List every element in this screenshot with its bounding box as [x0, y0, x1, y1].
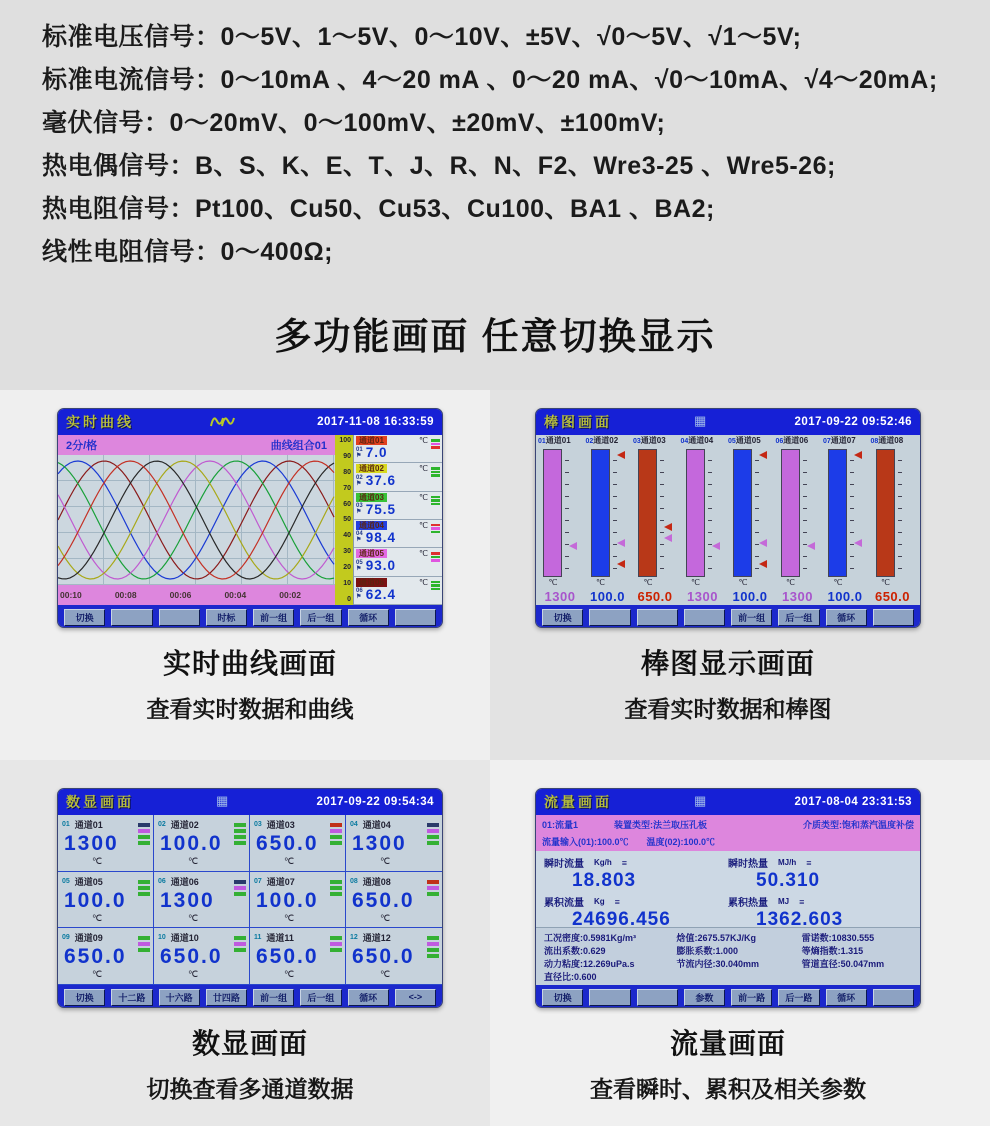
bar-screen-header	[536, 409, 920, 435]
cell-value: 1300	[160, 888, 215, 912]
scale-tick: 0	[347, 595, 351, 603]
channel-label: 通道02	[356, 464, 387, 473]
timescale-button[interactable]: 时标	[206, 609, 247, 626]
instant-flow-reading: 瞬时流量 Kg/h ≡ 18.803	[544, 853, 728, 892]
twelve-ch-button[interactable]: 十二路	[111, 989, 152, 1006]
cell-value: 650.0	[256, 945, 319, 969]
total-heat-reading: 累积热量 MJ ≡ 1362.603	[728, 892, 912, 931]
curve-value-scale	[335, 435, 353, 605]
scale-tick: 90	[343, 452, 351, 460]
cell-unit: ℃	[187, 912, 199, 923]
bar-scale-ticks	[708, 449, 712, 577]
cell-unit: ℃	[187, 969, 199, 980]
bar-value: 100.0	[827, 589, 863, 604]
channel-row	[354, 492, 442, 520]
cell-unit: ℃	[283, 969, 295, 980]
bar-column: 08通道08 ℃ 650.0	[871, 435, 919, 605]
cell-value: 650.0	[160, 945, 223, 969]
channel-index: 03 ⚑	[356, 503, 363, 516]
alarm-marker	[807, 542, 815, 550]
bar-value: 1300	[687, 589, 718, 604]
bar-fill	[686, 449, 705, 577]
quadrant-digital	[0, 760, 490, 1126]
cell-label: 通道02	[170, 820, 199, 830]
prev-group-button[interactable]: 前一组	[731, 609, 772, 626]
alarm-marker	[759, 451, 767, 459]
channel-row	[354, 520, 442, 548]
scale-tick: 70	[343, 484, 351, 492]
flow-channel-name: 01:流量1	[542, 820, 579, 830]
flow-parameters	[536, 927, 920, 985]
cell-value: 650.0	[256, 832, 319, 855]
blank-button[interactable]	[637, 609, 678, 626]
bar-body	[536, 435, 920, 605]
channel-value: 37.6	[365, 473, 396, 489]
digital-cell: 05 通道05 100.0 ℃	[58, 872, 154, 929]
cell-label: 通道04	[362, 820, 391, 830]
curve-channel-panel	[353, 435, 442, 605]
screens-grid	[0, 390, 990, 1126]
digital-cell: 04 通道04 1300 ℃	[346, 815, 442, 872]
bar-value: 100.0	[589, 589, 626, 604]
curve-screen-title: 实时曲线	[66, 414, 134, 430]
bar-fill	[828, 449, 847, 577]
blank-button[interactable]	[395, 609, 436, 626]
alarm-leds	[330, 823, 342, 845]
alarm-marker	[617, 539, 625, 547]
bar-value: 650.0	[637, 589, 673, 604]
channel-row	[354, 435, 442, 463]
menu-icon: ≡	[614, 896, 620, 907]
keypad-icon: ▦	[216, 793, 229, 808]
cell-label: 通道11	[266, 933, 294, 944]
channel-value: 7.0	[365, 445, 388, 460]
bar-column: 01通道01 ℃ 1300	[538, 435, 586, 605]
blank-button[interactable]	[589, 609, 630, 626]
curve-datetime: 2017-11-08 16:33:59	[317, 416, 434, 428]
bar-value: 1300	[544, 589, 576, 604]
cell-label: 通道09	[74, 933, 103, 944]
switch-button[interactable]: 切换	[542, 989, 583, 1006]
digital-screen	[57, 788, 443, 1008]
time-tick: 00:08	[114, 590, 137, 600]
bar-datetime: 2017-09-22 09:52:46	[794, 416, 912, 428]
digital-button-bar	[58, 985, 442, 1008]
scale-tick: 100	[339, 437, 351, 444]
channel-label: 通道03	[356, 493, 387, 502]
digital-cell: 07 通道07 100.0 ℃	[250, 872, 346, 929]
channel-row	[354, 577, 442, 605]
time-tick: 00:04	[224, 590, 247, 600]
menu-icon: ≡	[806, 857, 812, 868]
param-enthalpy: 焓值:2675.57KJ/Kg	[676, 933, 757, 943]
flow-input: 流量输入(01):100.0℃	[542, 837, 629, 847]
bar-column: 07通道07 ℃ 100.0	[823, 435, 871, 605]
cell-label: 通道08	[362, 876, 391, 887]
blank-button[interactable]	[684, 609, 725, 626]
channel-label: 通道06	[356, 578, 387, 587]
total-flow-reading: 累积流量 Kg ≡ 24696.456	[544, 892, 728, 931]
alarm-leds	[234, 823, 246, 845]
next-group-button[interactable]: 后一组	[778, 609, 819, 626]
flow-caption-subtitle: 查看瞬时、累积及相关参数	[590, 1076, 866, 1102]
bar-fill	[781, 449, 800, 577]
scale-tick: 30	[343, 548, 351, 556]
bar-channel-label: 通道03	[640, 436, 666, 445]
bar-screen	[535, 408, 921, 628]
cell-value: 1300	[64, 832, 119, 855]
reading-value: 50.310	[756, 870, 821, 891]
alarm-marker	[759, 539, 767, 547]
next-group-button[interactable]: 后一组	[300, 609, 341, 626]
bar-column: 03通道03 ℃ 650.0	[633, 435, 681, 605]
quadrant-curve	[0, 390, 490, 760]
channel-index: 04 ⚑	[356, 531, 363, 544]
channel-unit: ℃	[419, 549, 428, 559]
flow-temperature: 温度(02):100.0℃	[646, 837, 716, 847]
signal-specs	[0, 0, 990, 274]
curve-screen	[57, 408, 443, 628]
digital-cell: 09 通道09 650.0 ℃	[58, 928, 154, 985]
alarm-marker	[854, 539, 862, 547]
alarm-leds	[431, 467, 440, 477]
cell-value: 650.0	[352, 945, 415, 969]
bar-column: 04通道04 ℃ 1300	[681, 435, 729, 605]
flow-medium-type: 介质类型:饱和蒸汽温度补偿	[803, 820, 914, 830]
digital-cell: 08 通道08 650.0 ℃	[346, 872, 442, 929]
curve-main	[58, 435, 442, 605]
curve-group: 曲线组合01	[270, 440, 327, 452]
bar-channel-label: 通道05	[735, 436, 761, 445]
channel-unit: ℃	[419, 577, 428, 587]
scale-tick: 50	[343, 516, 351, 524]
scale-tick: 80	[343, 468, 351, 476]
reading-value: 18.803	[572, 870, 637, 891]
bar-caption-subtitle: 查看实时数据和棒图	[624, 696, 832, 722]
flow-screen	[535, 788, 921, 1008]
scale-tick: 10	[343, 580, 351, 588]
curve-time-axis	[58, 585, 335, 605]
time-tick: 00:02	[279, 590, 301, 600]
swap-button[interactable]: <->	[395, 989, 436, 1006]
cell-unit: ℃	[187, 856, 199, 866]
alarm-marker	[617, 560, 625, 568]
bar-screen-title: 棒图画面	[544, 414, 612, 430]
bar-value: 1300	[782, 589, 813, 604]
cycle-button[interactable]: 循环	[348, 609, 389, 626]
bar-column: 02通道02 ℃ 100.0	[586, 435, 634, 605]
cell-unit: ℃	[283, 912, 295, 923]
curve-plot-svg	[58, 455, 335, 585]
waveform-logo-icon	[210, 415, 236, 433]
alarm-leds	[431, 439, 440, 449]
digital-grid	[58, 815, 442, 985]
spec-line-millivolt: 毫伏信号：0～20mV、0～100mV、±20mV、±100mV;	[42, 109, 666, 137]
alarm-leds	[427, 880, 439, 896]
alarm-leds	[431, 552, 440, 562]
bar-fill	[733, 449, 752, 577]
switch-button[interactable]: 切换	[542, 609, 583, 626]
time-tick: 00:10	[60, 590, 82, 600]
param-discharge-coeff: 流出系数:0.629	[544, 946, 606, 956]
bar-unit: ℃	[738, 578, 748, 587]
cell-label: 通道10	[170, 933, 199, 944]
bar-caption-title: 棒图显示画面	[640, 648, 815, 679]
channel-value: 75.5	[365, 501, 396, 517]
alarm-leds	[427, 936, 439, 958]
bar-fill	[876, 449, 895, 577]
reading-value: 24696.456	[572, 909, 671, 930]
bar-scale-ticks	[898, 449, 902, 577]
digital-cell: 12 通道12 650.0 ℃	[346, 928, 442, 985]
bar-scale-ticks	[850, 449, 854, 577]
channel-row	[354, 463, 442, 491]
alarm-marker	[759, 560, 767, 568]
alarm-leds	[431, 581, 440, 591]
cell-unit: ℃	[379, 912, 391, 923]
cell-label: 通道07	[266, 876, 295, 887]
bar-value: 100.0	[732, 589, 768, 604]
alarm-leds	[431, 524, 440, 534]
prev-group-button[interactable]: 前一组	[253, 609, 294, 626]
channel-label: 通道04	[356, 521, 387, 530]
digital-datetime: 2017-09-22 09:54:34	[316, 796, 434, 808]
bar-unit: ℃	[643, 578, 653, 587]
reading-value: 1362.603	[756, 909, 844, 930]
cell-label: 通道05	[74, 876, 103, 887]
alarm-leds	[330, 880, 342, 896]
alarm-leds	[234, 936, 246, 952]
blank-button[interactable]	[873, 609, 914, 626]
blank-button[interactable]	[159, 609, 200, 626]
spec-line-linear-resistance: 线性电阻信号：0～400Ω;	[42, 238, 333, 266]
alarm-marker	[617, 451, 625, 459]
digital-cell: 02 通道02 100.0 ℃	[154, 815, 250, 872]
alarm-leds	[234, 880, 246, 896]
bar-button-bar	[536, 605, 920, 628]
alarm-marker	[664, 523, 672, 531]
channel-index: 02 ⚑	[356, 474, 363, 487]
channel-row	[354, 548, 442, 576]
flow-device-type: 装置类型:法兰取压孔板	[614, 820, 708, 830]
keypad-icon: ▦	[694, 793, 707, 808]
cell-unit: ℃	[91, 912, 103, 923]
cell-unit: ℃	[379, 856, 391, 866]
alarm-leds	[138, 880, 150, 896]
cell-unit: ℃	[379, 969, 391, 980]
channel-unit: ℃	[419, 464, 428, 474]
param-throttle-diameter: 节流内径:30.040mm	[676, 959, 759, 969]
sixteen-ch-button[interactable]: 十六路	[159, 989, 200, 1006]
time-tick: 00:06	[169, 590, 192, 600]
quadrant-flow	[490, 760, 990, 1126]
flow-datetime: 2017-08-04 23:31:53	[794, 796, 912, 808]
digital-caption-title: 数显画面	[191, 1028, 308, 1059]
bar-channel-label: 通道04	[688, 436, 714, 445]
instant-heat-reading: 瞬时热量 MJ/h ≡ 50.310	[728, 853, 912, 892]
bar-scale-ticks	[803, 449, 807, 577]
digital-cell: 10 通道10 650.0 ℃	[154, 928, 250, 985]
digital-caption-subtitle: 切换查看多通道数据	[146, 1076, 354, 1102]
channel-value: 93.0	[365, 558, 396, 574]
digital-cell: 03 通道03 650.0 ℃	[250, 815, 346, 872]
bar-scale-ticks	[755, 449, 759, 577]
cell-label: 通道06	[170, 876, 199, 887]
flow-readings	[536, 851, 920, 930]
param-isentropic-index: 等熵指数:1.315	[801, 946, 864, 956]
cell-unit: ℃	[91, 969, 103, 980]
bar-unit: ℃	[548, 578, 558, 587]
bar-value: 650.0	[874, 589, 911, 604]
channel-index: 01 ⚑	[356, 446, 363, 459]
channel-label: 通道05	[356, 549, 387, 558]
cycle-button[interactable]: 循环	[348, 989, 389, 1006]
channel-index: 05 ⚑	[356, 559, 363, 572]
digital-screen-title: 数显画面	[66, 794, 134, 810]
curve-caption-subtitle: 查看实时数据和曲线	[146, 696, 354, 722]
bar-channel-label: 通道07	[830, 436, 856, 445]
alarm-leds	[138, 936, 150, 952]
cell-value: 100.0	[256, 888, 319, 912]
quadrant-bar	[490, 390, 990, 760]
digital-cell: 06 通道06 1300 ℃	[154, 872, 250, 929]
cell-label: 通道12	[362, 933, 391, 944]
blank-button[interactable]	[873, 989, 914, 1006]
alarm-leds	[138, 823, 150, 845]
switch-button[interactable]: 切换	[64, 609, 105, 626]
cell-label: 通道03	[266, 820, 295, 830]
channel-label: 通道01	[356, 436, 387, 445]
channel-value: 98.4	[365, 529, 396, 545]
blank-button[interactable]	[589, 989, 630, 1006]
alarm-leds	[427, 823, 439, 845]
bar-column: 06通道06 ℃ 1300	[776, 435, 824, 605]
alarm-marker	[569, 542, 577, 550]
param-expansion-coeff: 膨胀系数:1.000	[676, 946, 738, 956]
cell-value: 650.0	[352, 888, 415, 912]
keypad-icon: ▦	[694, 413, 707, 428]
params-button[interactable]: 参数	[684, 989, 725, 1006]
flow-caption-title: 流量画面	[669, 1028, 786, 1059]
cycle-button[interactable]: 循环	[826, 609, 867, 626]
channel-unit: ℃	[419, 520, 428, 530]
scale-tick: 20	[343, 564, 351, 572]
menu-icon: ≡	[621, 857, 628, 868]
cell-unit: ℃	[283, 856, 295, 866]
cell-unit: ℃	[91, 856, 103, 866]
bar-channel-label: 通道02	[593, 436, 619, 445]
curve-screen-header	[58, 409, 442, 435]
bar-unit: ℃	[881, 578, 890, 587]
param-viscosity: 动力粘度:12.269uPa.s	[544, 959, 635, 969]
param-pipe-diameter: 管道直径:50.047mm	[801, 959, 885, 969]
digital-caption	[57, 1022, 443, 1104]
digital-screen-header	[58, 789, 442, 815]
bar-unit: ℃	[596, 578, 605, 587]
curve-button-bar	[58, 605, 442, 628]
cycle-button[interactable]: 循环	[826, 989, 867, 1006]
spec-line-thermocouple: 热电偶信号：B、S、K、E、T、J、R、N、F2、Wre3-25 、Wre5-26;	[42, 152, 836, 180]
prev-group-button[interactable]: 前一组	[253, 989, 294, 1006]
alarm-leds	[431, 496, 440, 506]
bar-caption	[535, 642, 921, 724]
prev-loop-button[interactable]: 前一路	[731, 989, 772, 1006]
flow-button-bar	[536, 985, 920, 1008]
bar-scale-ticks	[613, 449, 617, 577]
bar-scale-ticks	[565, 449, 569, 577]
flow-info-bar	[536, 815, 920, 851]
scale-tick: 60	[343, 500, 351, 508]
spec-line-current: 标准电流信号：0～10mA 、4～20 mA 、0～20 mA、√0～10mA、√4～20mA;	[42, 66, 938, 94]
curve-plot	[58, 455, 335, 585]
cell-value: 1300	[352, 832, 407, 855]
curve-caption	[57, 642, 443, 724]
bar-column: 05通道05 ℃ 100.0	[728, 435, 776, 605]
section-title: 多功能画面 任意切换显示	[274, 316, 716, 357]
param-density: 工况密度:0.5981Kg/m³	[544, 933, 637, 943]
bar-fill	[543, 449, 562, 577]
param-diameter-ratio: 直径比:0.600	[544, 972, 597, 982]
curve-interval: 2分/格	[66, 440, 98, 452]
digital-cell: 11 通道11 650.0 ℃	[250, 928, 346, 985]
bar-unit: ℃	[786, 578, 795, 587]
bar-unit: ℃	[833, 578, 843, 587]
param-reynolds: 雷诺数:10830.555	[801, 933, 875, 943]
twentyfour-ch-button[interactable]: 廿四路	[206, 989, 247, 1006]
curve-subheader	[58, 435, 335, 455]
channel-index: 06 ⚑	[356, 588, 363, 601]
menu-icon: ≡	[799, 896, 805, 907]
alarm-marker	[664, 534, 672, 542]
cell-value: 100.0	[160, 832, 223, 855]
spec-line-rtd: 热电阻信号：Pt100、Cu50、Cu53、Cu100、BA1 、BA2;	[42, 195, 715, 223]
flow-screen-title: 流量画面	[544, 794, 612, 810]
flow-caption	[535, 1022, 921, 1104]
cell-value: 100.0	[64, 888, 127, 912]
alarm-leds	[330, 936, 342, 952]
bar-channel-label: 通道01	[545, 436, 571, 445]
blank-button[interactable]	[637, 989, 678, 1006]
curve-caption-title: 实时曲线画面	[162, 648, 337, 679]
cell-value: 650.0	[64, 945, 127, 969]
blank-button[interactable]	[111, 609, 152, 626]
alarm-marker	[854, 451, 862, 459]
cell-label: 通道01	[74, 820, 103, 830]
bar-channel-label: 通道06	[783, 436, 809, 445]
bar-fill	[591, 449, 610, 577]
bar-fill	[638, 449, 657, 577]
channel-value: 62.4	[365, 586, 396, 602]
digital-cell: 01 通道01 1300 ℃	[58, 815, 154, 872]
bar-scale-ticks	[660, 449, 664, 577]
bar-unit: ℃	[691, 578, 700, 587]
flow-screen-header	[536, 789, 920, 815]
alarm-marker	[712, 542, 720, 550]
channel-unit: ℃	[419, 492, 428, 502]
switch-button[interactable]: 切换	[64, 989, 105, 1006]
scale-tick: 40	[343, 532, 351, 540]
next-group-button[interactable]: 后一组	[300, 989, 341, 1006]
bar-channel-label: 通道08	[878, 436, 904, 445]
next-loop-button[interactable]: 后一路	[778, 989, 819, 1006]
spec-line-voltage: 标准电压信号：0～5V、1～5V、0～10V、±5V、√0～5V、√1～5V;	[42, 23, 802, 51]
channel-unit: ℃	[419, 436, 428, 445]
